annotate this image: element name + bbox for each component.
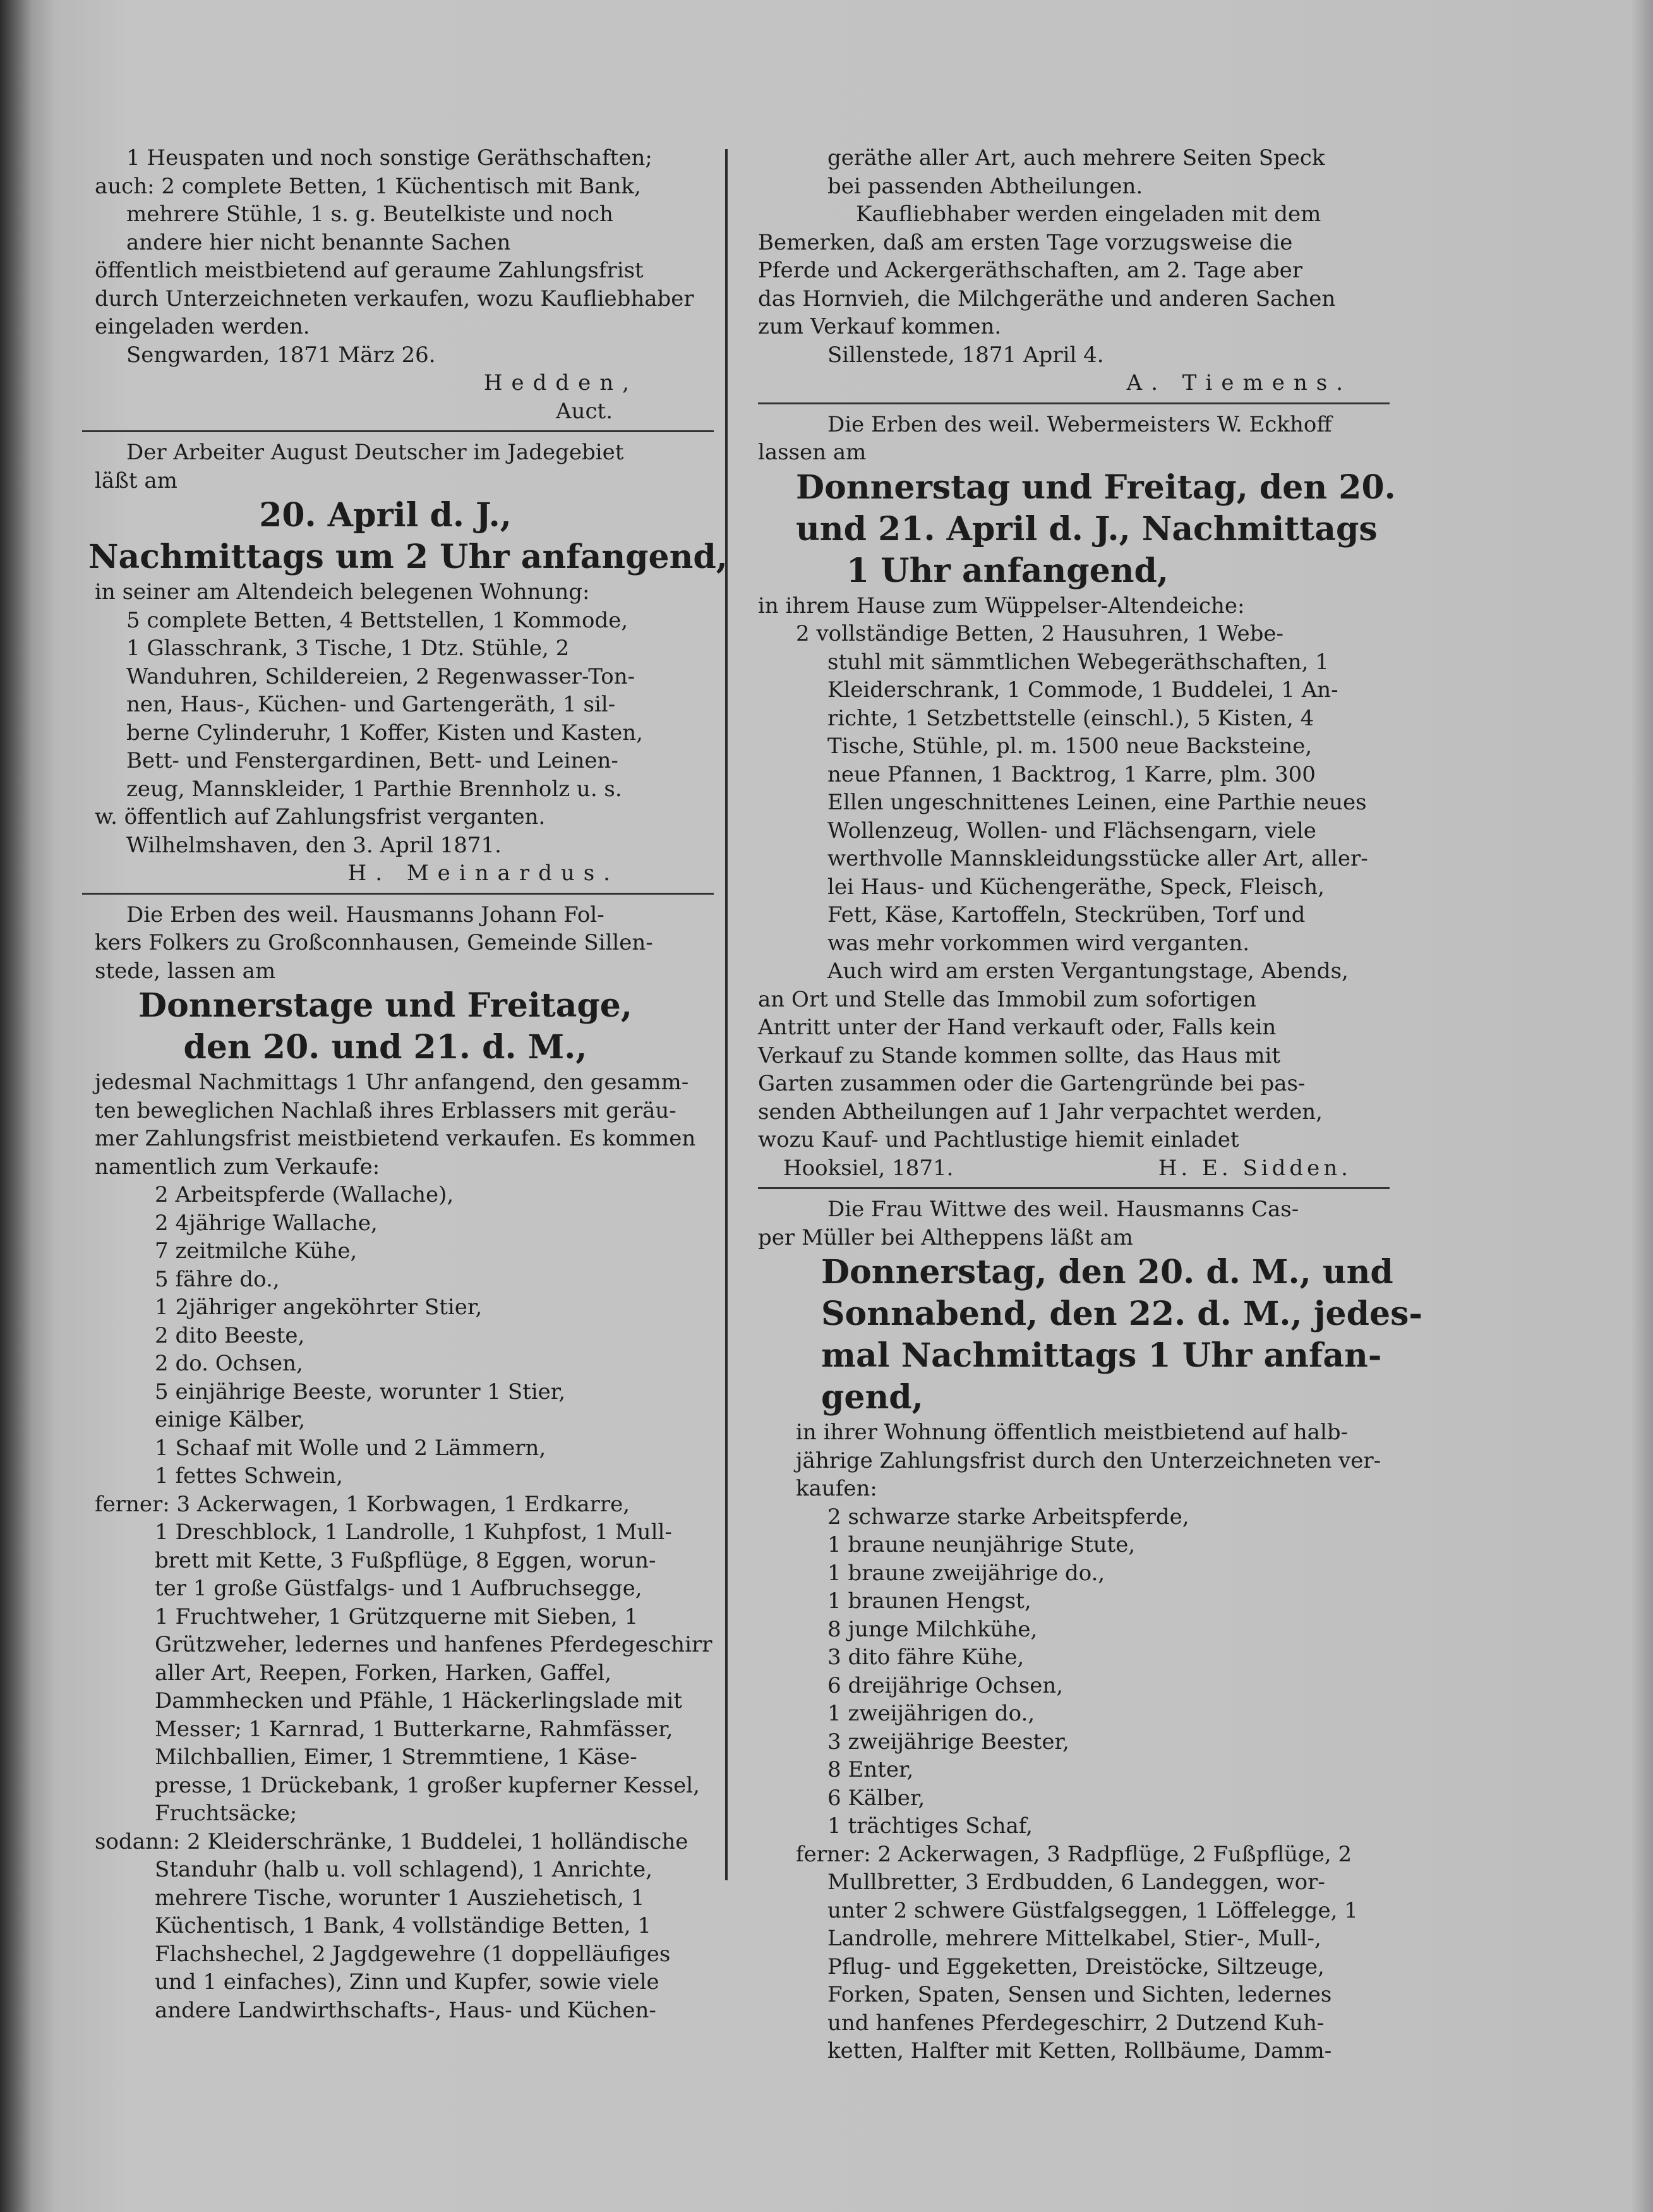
list-item: 1 braune zweijährige do., bbox=[827, 1560, 1105, 1586]
text-line: sodann: 2 Kleiderschränke, 1 Buddelei, 1 holländische bbox=[95, 1828, 688, 1854]
text-line: eingeladen werden. bbox=[95, 314, 310, 339]
list-item: 1 Schaaf mit Wolle und 2 Lämmern, bbox=[155, 1435, 546, 1461]
text-line: lassen am bbox=[758, 440, 867, 465]
text-line: läßt am bbox=[95, 468, 177, 493]
ad-folkers bbox=[57, 901, 714, 2025]
text-line: Garten zusammen oder die Gartengründe bei pas- bbox=[758, 1071, 1306, 1096]
headline: Donnerstag, den 20. d. M., und bbox=[821, 1253, 1393, 1291]
text-line: Grützweher, ledernes und hanfenes Pferdegeschirr bbox=[155, 1632, 712, 1657]
text-line: kers Folkers zu Großconnhausen, Gemeinde Sillen- bbox=[95, 930, 653, 955]
text-line: öffentlich meistbietend auf geraume Zahlungsfrist bbox=[95, 258, 644, 283]
text-line: Milchballien, Eimer, 1 Stremmtiene, 1 Käse- bbox=[155, 1744, 637, 1770]
list-item: 5 fähre do., bbox=[155, 1266, 280, 1292]
list-item: 2 do. Ochsen, bbox=[155, 1351, 303, 1376]
text-line: Fruchtsäcke; bbox=[155, 1801, 298, 1826]
text-line: 1 Heuspaten und noch sonstige Geräthschaften; bbox=[126, 145, 652, 171]
list-item: 3 dito fähre Kühe, bbox=[827, 1645, 1025, 1670]
text-line: Landrolle, mehrere Mittelkabel, Stier-, Mull-, bbox=[827, 1926, 1321, 1951]
text-line: und 1 einfaches), Zinn und Kupfer, sowie viele bbox=[155, 1969, 659, 1995]
text-line: jährige Zahlungsfrist durch den Unterzeichneten ver- bbox=[796, 1447, 1381, 1473]
text-line: unter 2 schwere Güstfalgseggen, 1 Löffelegge, 1 bbox=[827, 1897, 1358, 1923]
text-line: Tische, Stühle, pl. m. 1500 neue Backsteine, bbox=[827, 734, 1313, 759]
text-line: ter 1 große Güstfalgs- und 1 Aufbruchsegge, bbox=[155, 1576, 642, 1601]
list-item: 8 junge Milchkühe, bbox=[827, 1616, 1038, 1642]
text-line: lei Haus- und Küchengeräthe, Speck, Fleisch, bbox=[827, 874, 1325, 900]
text-line: brett mit Kette, 3 Fußpflüge, 8 Eggen, worun- bbox=[155, 1547, 656, 1573]
text-line: berne Cylinderuhr, 1 Koffer, Kisten und Kasten, bbox=[126, 720, 643, 746]
text-line: an Ort und Stelle das Immobil zum sofortigen bbox=[758, 986, 1257, 1012]
text-line: andere Landwirthschafts-, Haus- und Küchen- bbox=[155, 1997, 656, 2023]
list-item: einige Kälber, bbox=[155, 1407, 306, 1432]
list-item: 1 braunen Hengst, bbox=[827, 1588, 1031, 1614]
text-line: wozu Kauf- und Pachtlustige hiemit einladet bbox=[758, 1127, 1239, 1152]
text-line: Pflug- und Eggeketten, Dreistöcke, Siltzeuge, bbox=[827, 1954, 1325, 1979]
ad-deutscher bbox=[57, 438, 728, 888]
list-item: 1 trächtiges Schaf, bbox=[827, 1813, 1033, 1839]
headline: Donnerstag und Freitag, den 20. bbox=[796, 468, 1396, 507]
text-line: Die Erben des weil. Webermeisters W. Eckhoff bbox=[827, 411, 1332, 437]
text-line: in seiner am Altendeich belegenen Wohnung: bbox=[95, 579, 590, 605]
text-line: namentlich zum Verkaufe: bbox=[95, 1154, 380, 1180]
list-item: 2 schwarze starke Arbeitspferde, bbox=[827, 1504, 1189, 1530]
ad-mueller bbox=[758, 1195, 1422, 2065]
ad-eckhoff bbox=[758, 411, 1396, 1183]
text-line: mehrere Tische, worunter 1 Ausziehetisch, 1 bbox=[155, 1885, 645, 1911]
text-line: Kaufliebhaber werden eingeladen mit dem bbox=[856, 202, 1321, 227]
text-line: Auch wird am ersten Vergantungstage, Abends, bbox=[827, 958, 1349, 984]
signature-line bbox=[758, 1154, 1390, 1183]
text-line: Pferde und Ackergeräthschaften, am 2. Tage aber bbox=[758, 258, 1302, 283]
list-item: 1 zweijährigen do., bbox=[827, 1701, 1035, 1726]
text-line: per Müller bei Altheppens läßt am bbox=[758, 1224, 1133, 1250]
list-item: 1 2jähriger angeköhrter Stier, bbox=[155, 1295, 483, 1320]
section-rule bbox=[758, 1187, 1390, 1189]
ad-folkers-continued bbox=[758, 144, 1390, 397]
signature: A. Tiemens. bbox=[1126, 370, 1352, 396]
text-line: mehrere Stühle, 1 s. g. Beutelkiste und noch bbox=[126, 202, 613, 227]
text-line: 5 complete Betten, 4 Bettstellen, 1 Kommode, bbox=[126, 607, 628, 633]
text-line: zeug, Mannskleider, 1 Parthie Brennholz u. s. bbox=[126, 776, 622, 802]
text-line: 1 Dreschblock, 1 Landrolle, 1 Kuhpfost, 1 Mull- bbox=[155, 1520, 672, 1545]
headline: den 20. und 21. d. M., bbox=[183, 1028, 587, 1067]
text-line: ketten, Halfter mit Ketten, Rollbäume, Damm- bbox=[827, 2038, 1332, 2064]
place-date: Wilhelmshaven, den 3. April 1871. bbox=[126, 832, 502, 858]
book-binding-edge bbox=[0, 0, 32, 2212]
text-line: aller Art, Reepen, Forken, Harken, Gaffel, bbox=[155, 1660, 612, 1686]
text-line: Wanduhren, Schildereien, 2 Regenwasser-Ton- bbox=[126, 663, 635, 689]
text-line: Der Arbeiter August Deutscher im Jadegebiet bbox=[126, 440, 624, 465]
place-date: Sillenstede, 1871 April 4. bbox=[827, 342, 1104, 368]
list-item: 7 zeitmilche Kühe, bbox=[155, 1238, 358, 1264]
text-line: w. öffentlich auf Zahlungsfrist verganten. bbox=[95, 804, 546, 830]
headline: 20. April d. J., bbox=[259, 496, 512, 535]
list-item: 1 fettes Schwein, bbox=[155, 1463, 343, 1489]
headline: gend, bbox=[821, 1378, 923, 1417]
text-line: das Hornvieh, die Milchgeräthe und anderen Sachen bbox=[758, 286, 1336, 311]
text-line: 1 Glasschrank, 3 Tische, 1 Dtz. Stühle, 2 bbox=[126, 636, 570, 661]
text-line: Ellen ungeschnittenes Leinen, eine Parthie neues bbox=[827, 790, 1367, 815]
text-line: Standuhr (halb u. voll schlagend), 1 Anrichte, bbox=[155, 1857, 652, 1882]
text-line: Kleiderschrank, 1 Commode, 1 Buddelei, 1 An- bbox=[827, 677, 1338, 703]
section-rule bbox=[82, 893, 714, 895]
text-line: Messer; 1 Karnrad, 1 Butterkarne, Rahmfässer, bbox=[155, 1716, 673, 1742]
text-line: in ihrem Hause zum Wüppelser-Altendeiche: bbox=[758, 593, 1245, 619]
list-item: 3 zweijährige Beester, bbox=[827, 1729, 1069, 1755]
text-line: mer Zahlungsfrist meistbietend verkaufen. Es kommen bbox=[95, 1126, 696, 1151]
text-line: Verkauf zu Stande kommen sollte, das Haus mit bbox=[758, 1043, 1280, 1068]
text-line: Mullbretter, 3 Erdbudden, 6 Landeggen, wor- bbox=[827, 1870, 1325, 1895]
place-date: Sengwarden, 1871 März 26. bbox=[126, 342, 436, 368]
text-line: und hanfenes Pferdegeschirr, 2 Dutzend Kuh- bbox=[827, 2010, 1325, 2036]
signature-role: Auct. bbox=[556, 398, 613, 424]
list-item: 8 Enter, bbox=[827, 1757, 914, 1782]
section-rule bbox=[758, 402, 1390, 404]
left-column bbox=[57, 144, 728, 2024]
column-divider bbox=[725, 149, 728, 1880]
text-line: Antritt unter der Hand verkauft oder, Falls kein bbox=[758, 1015, 1277, 1040]
text-line: bei passenden Abtheilungen. bbox=[827, 173, 1143, 199]
text-line: Die Frau Wittwe des weil. Hausmanns Cas- bbox=[827, 1197, 1299, 1222]
headline: 1 Uhr anfangend, bbox=[846, 551, 1169, 590]
text-line: andere hier nicht benannte Sachen bbox=[126, 229, 511, 255]
text-line: 2 vollständige Betten, 2 Hausuhren, 1 Webe- bbox=[796, 621, 1284, 646]
list-item: 2 4jährige Wallache, bbox=[155, 1210, 378, 1236]
right-column bbox=[758, 144, 1422, 2065]
signature: Hedden, bbox=[483, 370, 638, 396]
text-line: Bett- und Fenstergardinen, Bett- und Leinen- bbox=[126, 748, 618, 773]
headline: und 21. April d. J., Nachmittags bbox=[796, 509, 1378, 548]
text-line: werthvolle Mannskleidungsstücke aller Art, aller- bbox=[827, 846, 1368, 871]
text-line: geräthe aller Art, auch mehrere Seiten Speck bbox=[827, 145, 1325, 171]
text-line: Flachshechel, 2 Jagdgewehre (1 doppelläufiges bbox=[155, 1941, 671, 1967]
text-line: Dammhecken und Pfähle, 1 Häckerlingslade mit bbox=[155, 1688, 682, 1713]
text-line: jedesmal Nachmittags 1 Uhr anfangend, den gesamm- bbox=[95, 1070, 689, 1095]
list-item: 2 Arbeitspferde (Wallache), bbox=[155, 1182, 454, 1207]
text-line: Bemerken, daß am ersten Tage vorzugsweise die bbox=[758, 229, 1293, 255]
list-item: 1 braune neunjährige Stute, bbox=[827, 1532, 1136, 1557]
signature: H. Meinardus. bbox=[347, 861, 619, 886]
list-item: 6 Kälber, bbox=[827, 1785, 925, 1811]
place-date: Hooksiel, 1871. bbox=[783, 1155, 954, 1181]
text-line: in ihrer Wohnung öffentlich meistbietend auf halb- bbox=[796, 1420, 1349, 1445]
text-line: auch: 2 complete Betten, 1 Küchentisch mit Bank, bbox=[95, 173, 641, 199]
text-line: Forken, Spaten, Sensen und Sichten, ledernes bbox=[827, 1982, 1332, 2007]
headline: Sonnabend, den 22. d. M., jedes- bbox=[821, 1295, 1422, 1333]
text-line: ferner: 3 Ackerwagen, 1 Korbwagen, 1 Erdkarre, bbox=[95, 1491, 630, 1517]
ad-sengwarden bbox=[57, 144, 714, 425]
text-line: kaufen: bbox=[796, 1476, 877, 1501]
text-line: richte, 1 Setzbettstelle (einschl.), 5 Kisten, 4 bbox=[827, 705, 1314, 731]
text-line: durch Unterzeichneten verkaufen, wozu Kaufliebhaber bbox=[95, 286, 694, 311]
headline: Donnerstage und Freitage, bbox=[138, 986, 632, 1025]
text-line: ten beweglichen Nachlaß ihres Erblassers mit geräu- bbox=[95, 1097, 676, 1123]
section-rule bbox=[82, 430, 714, 432]
text-line: ferner: 2 Ackerwagen, 3 Radpflüge, 2 Fußpflüge, 2 bbox=[796, 1841, 1352, 1867]
text-line: Küchentisch, 1 Bank, 4 vollständige Betten, 1 bbox=[155, 1913, 652, 1938]
text-line: Wollenzeug, Wollen- und Flächsengarn, viele bbox=[827, 818, 1316, 843]
headline: mal Nachmittags 1 Uhr anfan- bbox=[821, 1336, 1382, 1375]
text-line: stede, lassen am bbox=[95, 958, 276, 984]
text-line: was mehr vorkommen wird verganten. bbox=[827, 930, 1250, 956]
text-line: senden Abtheilungen auf 1 Jahr verpachtet werden, bbox=[758, 1099, 1323, 1125]
headline: Nachmittags um 2 Uhr anfangend, bbox=[88, 538, 728, 576]
text-line: Fett, Käse, Kartoffeln, Steckrüben, Torf und bbox=[827, 902, 1306, 928]
list-item: 6 dreijährige Ochsen, bbox=[827, 1672, 1064, 1698]
list-item: 5 einjährige Beeste, worunter 1 Stier, bbox=[155, 1379, 566, 1405]
text-line: stuhl mit sämmtlichen Webegeräthschaften, 1 bbox=[827, 649, 1329, 675]
list-item: 2 dito Beeste, bbox=[155, 1322, 305, 1348]
text-line: nen, Haus-, Küchen- und Gartengeräth, 1 sil- bbox=[126, 692, 616, 717]
text-line: presse, 1 Drückebank, 1 großer kupferner Kessel, bbox=[155, 1772, 700, 1798]
text-line: zum Verkauf kommen. bbox=[758, 314, 1002, 339]
text-line: neue Pfannen, 1 Backtrog, 1 Karre, plm. 300 bbox=[827, 761, 1316, 787]
text-line: 1 Fruchtweher, 1 Grützquerne mit Sieben, 1 bbox=[155, 1604, 639, 1629]
text-line: Die Erben des weil. Hausmanns Johann Fol- bbox=[126, 902, 604, 928]
signature: H. E. Sidden. bbox=[1158, 1155, 1352, 1181]
